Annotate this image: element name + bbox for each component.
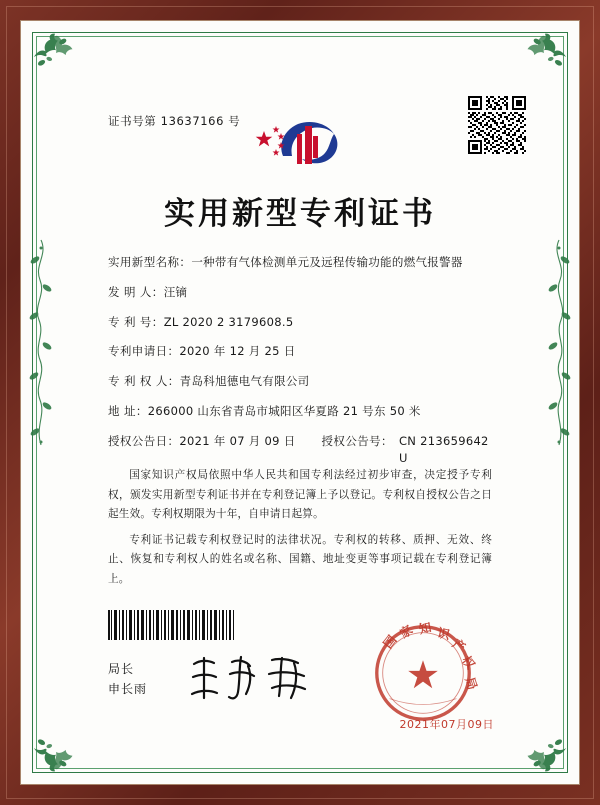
svg-text:国: 国 bbox=[380, 632, 400, 652]
svg-text:局: 局 bbox=[462, 675, 481, 692]
page-title: 实用新型专利证书 bbox=[164, 196, 436, 232]
legal-text bbox=[108, 466, 492, 596]
field-label: 专 利 权 人： bbox=[108, 374, 180, 388]
svg-text:识: 识 bbox=[436, 624, 452, 643]
field-row bbox=[108, 403, 496, 420]
legal-paragraph: 专利证书记载专利权登记时的法律状况。专利权的转移、质押、无效、终止、恢复和专利权人的姓名或名称、国籍、地址变更等事项记载在专利登记簿上。 bbox=[108, 533, 492, 585]
side-ornament-icon bbox=[26, 230, 56, 460]
cnipa-logo-icon bbox=[250, 114, 350, 172]
field-value-grant-number: CN 213659642 U bbox=[398, 433, 489, 465]
field-label-grant-number: 授权公告号： bbox=[321, 433, 393, 448]
field-value: ZL 2020 2 3179608.5 bbox=[163, 314, 294, 329]
field-row bbox=[108, 314, 496, 331]
seal-date: 2021年07月09日 bbox=[399, 718, 494, 731]
certificate-number: 证书号第 13637166 号 bbox=[108, 114, 241, 128]
field-label: 专利申请日： bbox=[108, 344, 180, 359]
field-value: 汪镝 bbox=[163, 284, 188, 299]
certificate-content bbox=[66, 66, 534, 738]
director-block bbox=[108, 660, 147, 700]
svg-text:知: 知 bbox=[417, 619, 433, 637]
svg-text:权: 权 bbox=[458, 652, 479, 672]
certificate-page bbox=[20, 20, 580, 785]
field-value: 266000 山东省青岛市城阳区华夏路 21 号东 50 米 bbox=[147, 403, 421, 418]
field-label: 实用新型名称： bbox=[108, 255, 192, 269]
field-value: 一种带有气体检测单元及远程传输功能的燃气报警器 bbox=[191, 255, 463, 269]
field-value: 青岛科旭德电气有限公司 bbox=[179, 374, 310, 388]
qr-code-icon bbox=[468, 96, 526, 154]
field-value: 2020 年 12 月 25 日 bbox=[179, 344, 296, 359]
director-label: 局长 bbox=[108, 662, 135, 676]
official-seal-icon bbox=[364, 614, 482, 732]
field-label: 地 址： bbox=[108, 403, 148, 418]
svg-text:产: 产 bbox=[449, 635, 469, 655]
field-row bbox=[108, 284, 496, 301]
field-row bbox=[108, 373, 496, 390]
side-ornament-icon bbox=[544, 230, 574, 460]
field-row bbox=[108, 254, 496, 271]
field-label: 专 利 号： bbox=[108, 314, 164, 329]
director-name: 申长雨 bbox=[108, 681, 148, 696]
field-value-grant-date: 2021 年 07 月 09 日 bbox=[179, 433, 296, 448]
field-row-grant bbox=[108, 433, 496, 468]
field-row bbox=[108, 343, 496, 360]
barcode-icon bbox=[108, 610, 234, 640]
svg-text:家: 家 bbox=[396, 621, 416, 642]
field-label-grant-date: 授权公告日： bbox=[108, 433, 180, 448]
handwritten-signature-icon bbox=[186, 650, 316, 706]
legal-paragraph: 国家知识产权局依照中华人民共和国专利法经过初步审查，决定授予专利权，颁发实用新型专利证书并在专利登记簿上予以登记。专利权自授权公告之日起生效。专利权期限为十年，自申请日起算。 bbox=[108, 469, 492, 521]
field-label: 发 明 人： bbox=[108, 284, 164, 299]
field-list bbox=[108, 254, 496, 480]
